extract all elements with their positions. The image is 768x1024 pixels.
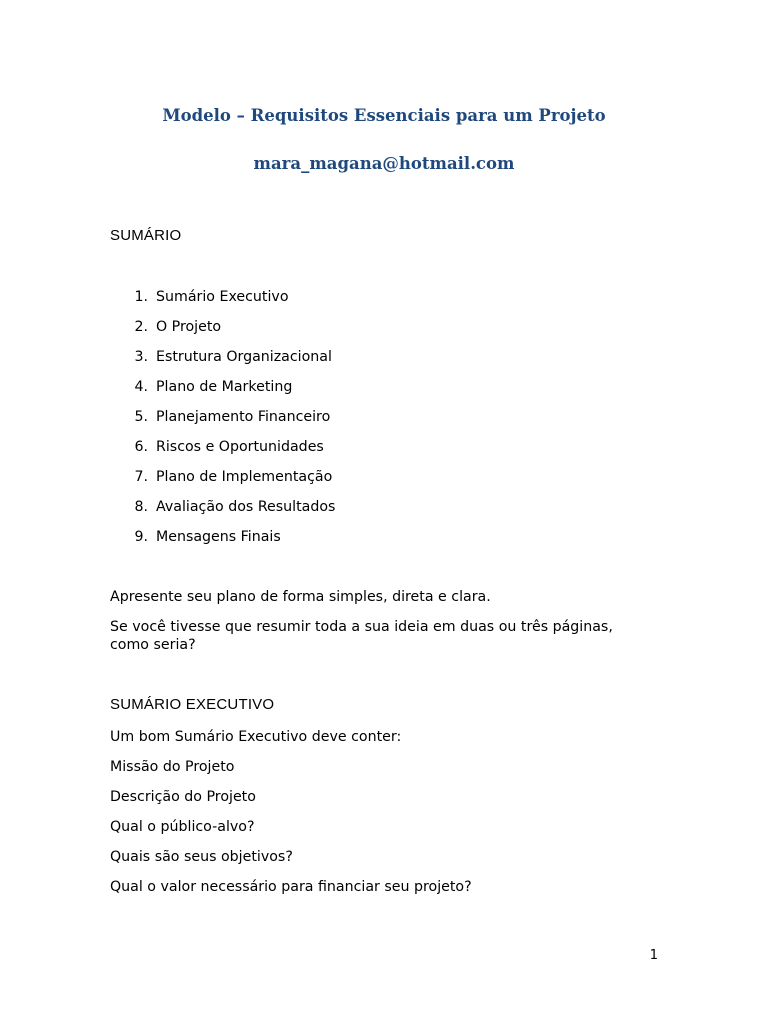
- toc-item-label: O Projeto: [156, 319, 222, 335]
- toc-item-number: 3.: [134, 349, 148, 365]
- document-title: Modelo – Requisitos Essenciais para um Projeto: [162, 106, 606, 125]
- list-item: Missão do Projeto: [110, 759, 235, 775]
- toc-item-label: Sumário Executivo: [156, 289, 289, 305]
- toc-item-number: 6.: [134, 439, 148, 455]
- toc-item: [110, 347, 335, 377]
- toc-item-number: 2.: [134, 319, 148, 335]
- toc-item-number: 4.: [134, 379, 148, 395]
- intro-paragraph: Apresente seu plano de forma simples, direta e clara.: [110, 589, 491, 605]
- summary-heading: SUMÁRIO: [110, 227, 182, 244]
- toc-item-number: 5.: [134, 409, 148, 425]
- toc-item: [110, 497, 335, 527]
- toc-item: [110, 467, 335, 497]
- list-item: Descrição do Projeto: [110, 789, 256, 805]
- toc-item-label: Avaliação dos Resultados: [156, 499, 336, 515]
- toc-item-label: Plano de Marketing: [156, 379, 293, 395]
- list-item: Qual o público-alvo?: [110, 819, 255, 835]
- toc-item-number: 8.: [134, 499, 148, 515]
- toc-item-number: 1.: [134, 289, 148, 305]
- toc-item: [110, 287, 335, 317]
- table-of-contents: [110, 287, 335, 557]
- list-item: Um bom Sumário Executivo deve conter:: [110, 729, 402, 745]
- toc-item: [110, 317, 335, 347]
- toc-item-number: 7.: [134, 469, 148, 485]
- toc-item-label: Estrutura Organizacional: [156, 349, 332, 365]
- toc-item: [110, 407, 335, 437]
- author-email: mara_magana@hotmail.com: [253, 154, 515, 173]
- executive-summary-heading: SUMÁRIO EXECUTIVO: [110, 696, 275, 713]
- toc-item-label: Planejamento Financeiro: [156, 409, 331, 425]
- intro-question: Se você tivesse que resumir toda a sua ideia em duas ou três páginas, como seria?: [110, 619, 613, 653]
- list-item: Qual o valor necessário para financiar seu projeto?: [110, 879, 472, 895]
- toc-item: [110, 437, 335, 467]
- toc-item-label: Plano de Implementação: [156, 469, 333, 485]
- toc-item: [110, 527, 335, 557]
- toc-item-label: Riscos e Oportunidades: [156, 439, 324, 455]
- page-number: 1: [649, 948, 658, 963]
- executive-summary-list: [110, 727, 472, 907]
- toc-item-number: 9.: [134, 529, 148, 545]
- toc-item: [110, 377, 335, 407]
- list-item: Quais são seus objetivos?: [110, 849, 293, 865]
- toc-item-label: Mensagens Finais: [156, 529, 281, 545]
